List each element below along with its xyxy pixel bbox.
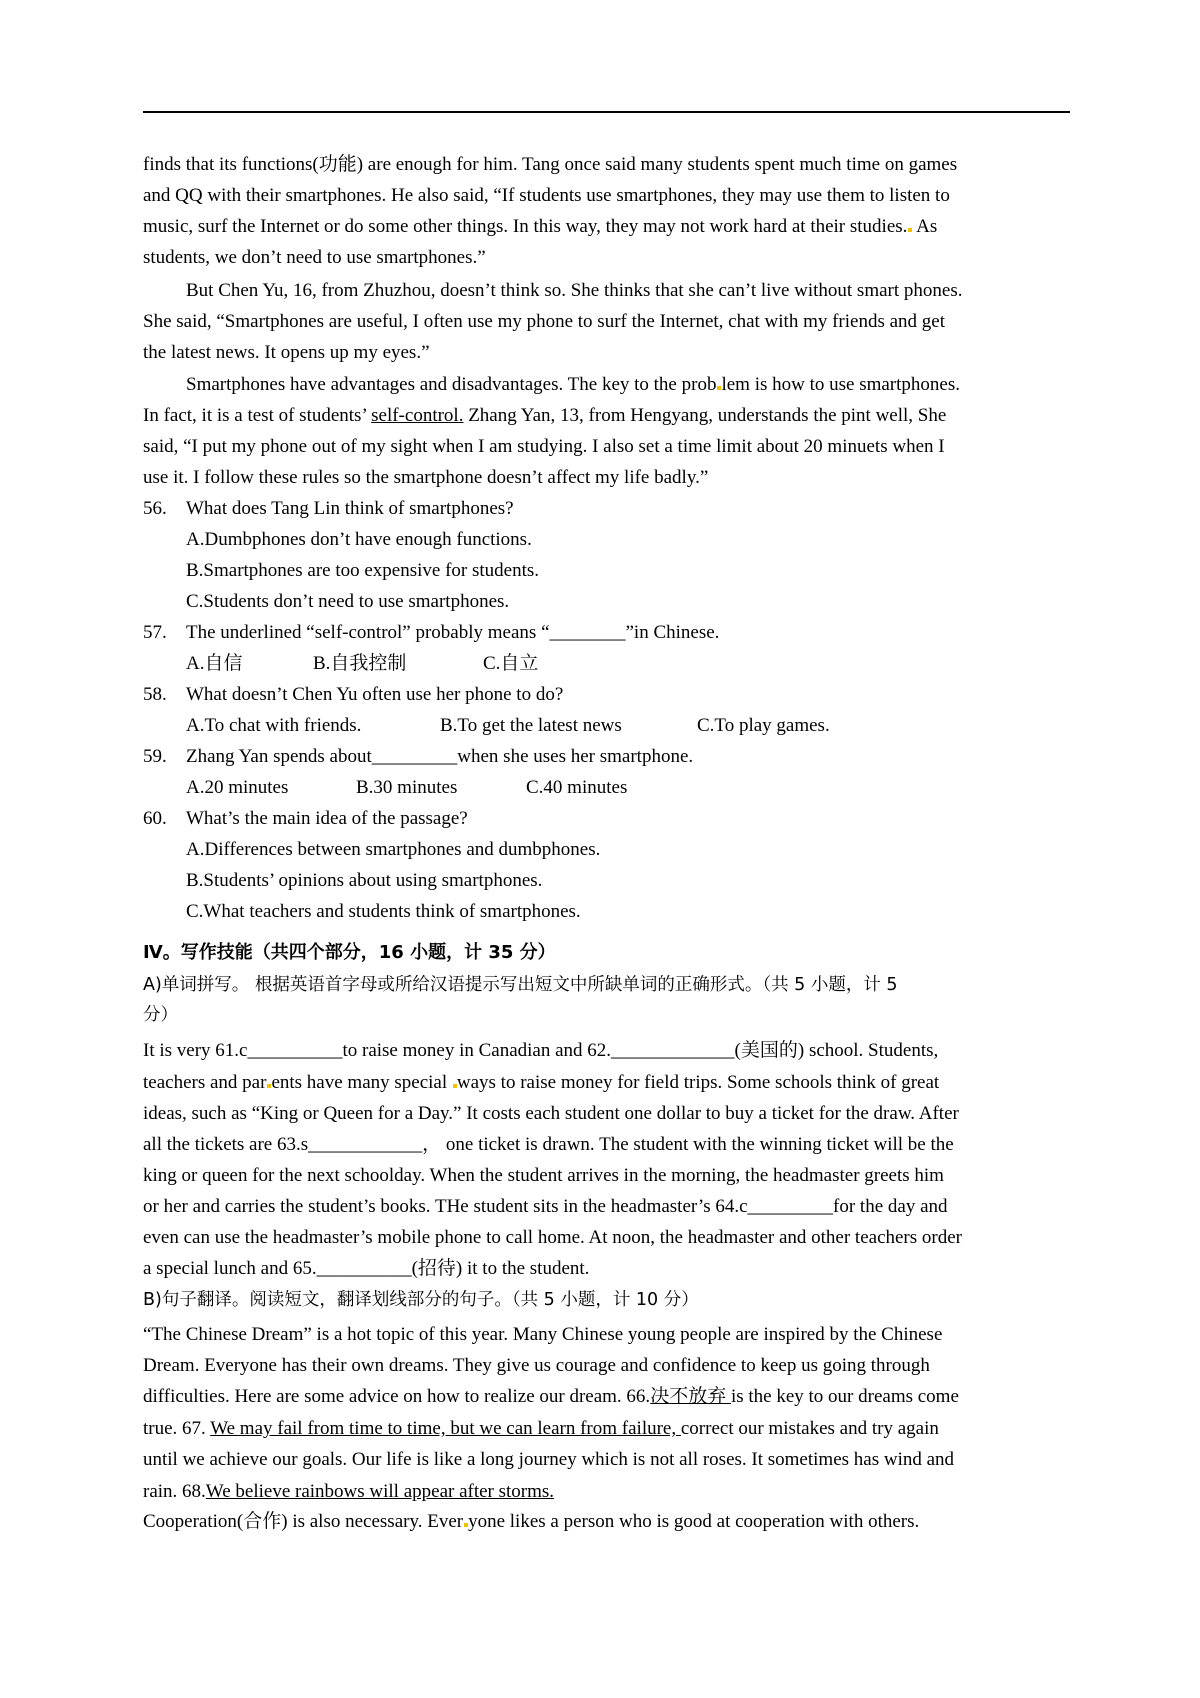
question-number: 57. (143, 622, 167, 643)
question-text: What does Tang Lin think of smartphones? (186, 498, 514, 519)
answer-option[interactable]: A.To chat with friends. (186, 715, 362, 736)
part-b-instructions: B)句子翻译。阅读短文，翻译划线部分的句子。（共 5 小题，计 10 分） (143, 1290, 699, 1310)
question-number: 60. (143, 808, 167, 829)
cloze-line: or her and carries the student’s books. THe student sits in the headmaster’s 64.c_________for the day and (143, 1196, 948, 1217)
section-heading: Ⅳ。写作技能（共四个部分，16 小题，计 35 分） (143, 942, 556, 963)
underlined-term: self-control. (371, 405, 464, 426)
options-row (0, 652, 1200, 676)
options-row (0, 776, 1200, 800)
part-a-instructions: 分） (143, 1005, 178, 1025)
answer-option[interactable]: C.To play games. (697, 715, 830, 736)
cloze-line: even can use the headmaster’s mobile phone to call home. At noon, the headmaster and other teachers order (143, 1227, 962, 1248)
passage-line: said, “I put my phone out of my sight when I am studying. I also set a time limit about 20 minuets when I (143, 436, 945, 457)
question-60 (143, 807, 1043, 831)
translation-line: Dream. Everyone has their own dreams. They give us courage and confidence to keep us going through (143, 1355, 930, 1376)
question-number: 58. (143, 684, 167, 705)
question-number: 56. (143, 498, 167, 519)
cloze-line: a special lunch and 65.__________(招待) it to the student. (143, 1258, 590, 1279)
translation-line: Cooperation(合作) is also necessary. Ever yone likes a person who is good at cooperation with others. (143, 1511, 920, 1532)
cloze-line: king or queen for the next schoolday. When the student arrives in the morning, the headmaster greets him (143, 1165, 944, 1186)
passage-line: use it. I follow these rules so the smartphone doesn’t affect my life badly.” (143, 467, 709, 488)
translation-line: rain. 68.We believe rainbows will appear after storms. (143, 1481, 555, 1502)
passage-line: the latest news. It opens up my eyes.” (143, 342, 430, 363)
translation-line: until we achieve our goals. Our life is like a long journey which is not all roses. It sometimes has wind and (143, 1449, 955, 1470)
passage-line: and QQ with their smartphones. He also said, “If students use smartphones, they may use them to listen to (143, 185, 950, 206)
question-number: 59. (143, 746, 167, 767)
underlined-sentence: We may fail from time to time, but we can learn from failure, (210, 1418, 681, 1439)
passage-line: music, surf the Internet or do some other things. In this way, they may not work hard at their studies. As (143, 216, 938, 237)
passage-line: Smartphones have advantages and disadvantages. The key to the prob lem is how to use smartphones. (186, 374, 960, 395)
question-text: What’s the main idea of the passage? (186, 808, 468, 829)
translation-line: “The Chinese Dream” is a hot topic of this year. Many Chinese young people are inspired by the Chinese (143, 1324, 943, 1345)
question-text: Zhang Yan spends about_________when she uses her smartphone. (186, 746, 694, 767)
header-rule (143, 111, 1070, 113)
question-58 (143, 683, 1043, 707)
passage-line: students, we don’t need to use smartphones.” (143, 247, 486, 268)
answer-option[interactable]: B.Students’ opinions about using smartphones. (186, 870, 543, 891)
answer-option[interactable]: B.自我控制 (313, 653, 407, 674)
underlined-sentence: 决不放弃 (650, 1386, 731, 1407)
cloze-line: It is very 61.c__________to raise money in Canadian and 62._____________(美国的) school. Students, (143, 1040, 939, 1061)
translation-line: true. 67. We may fail from time to time, but we can learn from failure, correct our mistakes and try again (143, 1418, 939, 1439)
cloze-line: ideas, such as “King or Queen for a Day.” It costs each student one dollar to buy a ticket for the draw. After (143, 1103, 959, 1124)
answer-option[interactable]: C.Students don’t need to use smartphones. (186, 591, 510, 612)
question-59 (143, 745, 1043, 769)
translation-line: difficulties. Here are some advice on how to realize our dream. 66.决不放弃 is the key to our dreams come (143, 1386, 959, 1407)
passage-line: She said, “Smartphones are useful, I often use my phone to surf the Internet, chat with my friends and get (143, 311, 946, 332)
answer-option[interactable]: A.自信 (186, 653, 243, 674)
answer-option[interactable]: A.20 minutes (186, 777, 289, 798)
passage-line: But Chen Yu, 16, from Zhuzhou, doesn’t think so. She thinks that she can’t live without smart phones. (186, 280, 963, 301)
cloze-line: all the tickets are 63.s____________， one ticket is drawn. The student with the winning ticket will be the (143, 1134, 954, 1155)
answer-option[interactable]: A.Differences between smartphones and dumbphones. (186, 839, 601, 860)
answer-option[interactable]: B.30 minutes (356, 777, 458, 798)
cloze-line: teachers and par ents have many special ways to raise money for field trips. Some schools think of great (143, 1072, 940, 1093)
passage-line: finds that its functions(功能) are enough for him. Tang once said many students spent much time on games (143, 154, 958, 175)
underlined-sentence: We believe rainbows will appear after storms. (205, 1481, 555, 1502)
question-56 (143, 497, 1043, 521)
answer-option[interactable]: A.Dumbphones don’t have enough functions. (186, 529, 532, 550)
question-text: What doesn’t Chen Yu often use her phone to do? (186, 684, 564, 705)
answer-option[interactable]: B.Smartphones are too expensive for students. (186, 560, 540, 581)
passage-line: In fact, it is a test of students’ self-control. Zhang Yan, 13, from Hengyang, understands the pint well, She (143, 405, 947, 426)
answer-option[interactable]: B.To get the latest news (440, 715, 622, 736)
question-text: The underlined “self-control” probably means “________”in Chinese. (186, 622, 720, 643)
answer-option[interactable]: C.自立 (483, 653, 539, 674)
options-row (0, 714, 1200, 738)
question-57 (143, 621, 1043, 645)
part-a-instructions: A)单词拼写。 根据英语首字母或所给汉语提示写出短文中所缺单词的正确形式。（共 5 小题，计 5 (143, 975, 898, 995)
answer-option[interactable]: C.What teachers and students think of smartphones. (186, 901, 581, 922)
answer-option[interactable]: C.40 minutes (526, 777, 628, 798)
